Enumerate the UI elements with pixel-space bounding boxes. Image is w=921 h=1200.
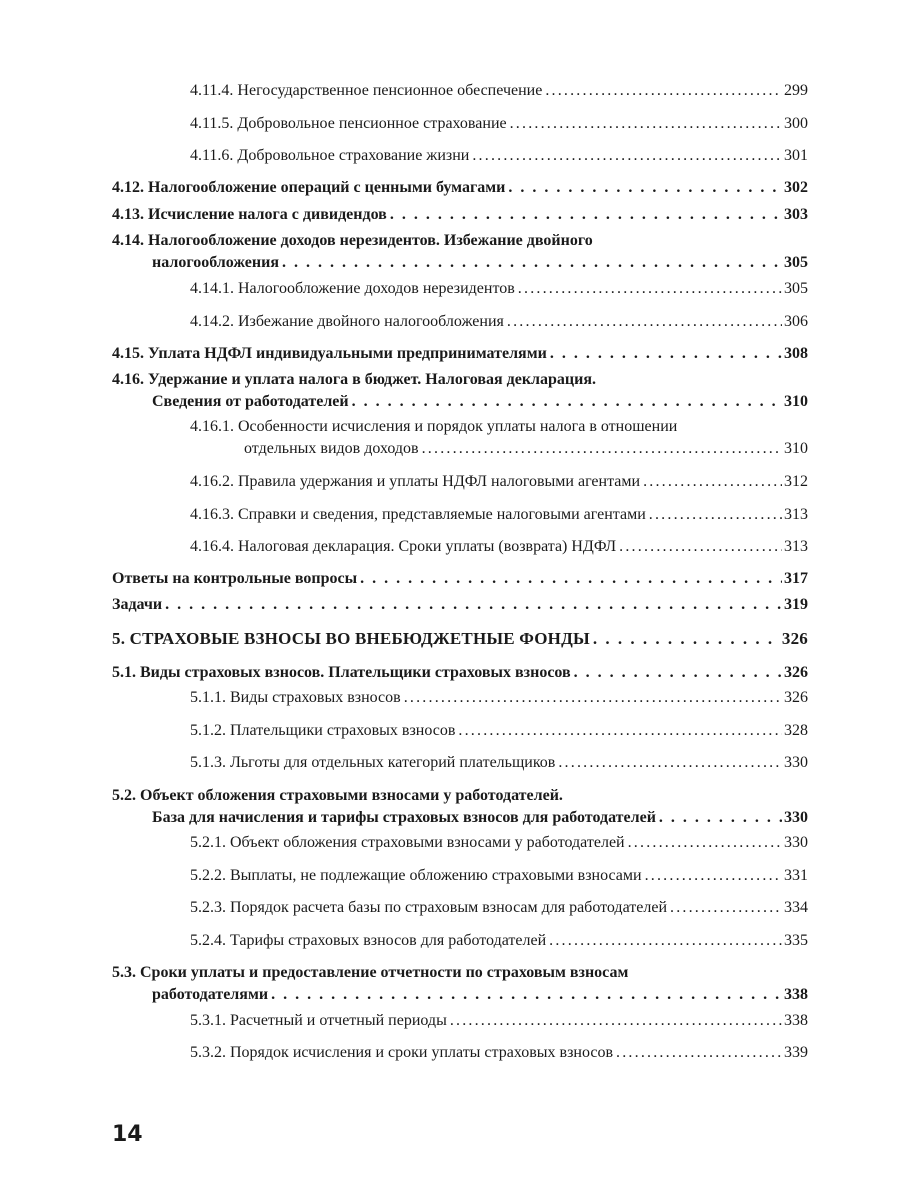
toc-entry bbox=[190, 930, 808, 952]
dot-leader bbox=[282, 252, 782, 274]
toc-entry bbox=[190, 865, 808, 887]
toc-entry bbox=[112, 785, 808, 829]
toc-page-number: 300 bbox=[784, 115, 808, 132]
toc-page-number: 326 bbox=[784, 689, 808, 706]
toc-entry bbox=[190, 504, 808, 526]
toc-page-number: 299 bbox=[784, 82, 808, 99]
toc-entry bbox=[190, 752, 808, 774]
toc-entry bbox=[112, 343, 808, 365]
dot-leader bbox=[670, 897, 782, 919]
toc-entry-title: 4.16.2. Правила удержания и уплаты НДФЛ налоговыми агентами bbox=[190, 473, 641, 490]
dot-leader bbox=[545, 80, 782, 102]
dot-leader bbox=[472, 145, 782, 167]
toc-entry bbox=[112, 204, 808, 226]
toc-entry-title: отдельных видов доходов bbox=[244, 440, 419, 457]
toc-page-number: 305 bbox=[784, 280, 808, 297]
toc-entry-title: 4.16.3. Справки и сведения, представляемые налоговыми агентами bbox=[190, 506, 646, 523]
toc-entry-title: 4.11.4. Негосударственное пенсионное обеспечение bbox=[190, 82, 543, 99]
toc-page-number: 338 bbox=[784, 986, 808, 1003]
dot-leader bbox=[518, 278, 782, 300]
page-number: 14 bbox=[112, 1122, 143, 1147]
toc-entry-title: Ответы на контрольные вопросы bbox=[112, 570, 358, 587]
toc-entry-title: налогообложения bbox=[152, 254, 279, 271]
toc-entry-title-line: 5.2. Объект обложения страховыми взносами у работодателей. bbox=[112, 787, 563, 804]
toc-entry bbox=[112, 230, 808, 274]
dot-leader bbox=[271, 984, 782, 1006]
dot-leader bbox=[616, 1042, 782, 1064]
toc-page-number: 317 bbox=[784, 570, 808, 587]
dot-leader bbox=[558, 752, 782, 774]
toc-entry-title: 4.16.4. Налоговая декларация. Сроки уплаты (возврата) НДФЛ bbox=[190, 538, 617, 555]
dot-leader bbox=[450, 1010, 782, 1032]
toc-entry-title: 5.3.1. Расчетный и отчетный периоды bbox=[190, 1012, 447, 1029]
toc-entry-title: 4.13. Исчисление налога с дивидендов bbox=[112, 206, 387, 223]
dot-leader bbox=[458, 720, 782, 742]
dot-leader bbox=[619, 536, 782, 558]
toc-page-number: 326 bbox=[784, 664, 808, 681]
dot-leader bbox=[404, 687, 782, 709]
dot-leader bbox=[643, 471, 782, 493]
toc-page-number: 302 bbox=[784, 179, 808, 196]
toc-page-number: 313 bbox=[784, 538, 808, 555]
toc-entry bbox=[112, 962, 808, 1006]
toc-entry-title: 4.14.2. Избежание двойного налогообложения bbox=[190, 313, 504, 330]
toc-entry-title: 4.14.1. Налогообложение доходов нерезидентов bbox=[190, 280, 515, 297]
dot-leader bbox=[593, 628, 780, 650]
toc-entry-title: работодателями bbox=[152, 986, 269, 1003]
toc-entry bbox=[190, 311, 808, 333]
toc-page-number: 310 bbox=[784, 440, 808, 457]
toc-entry bbox=[190, 416, 808, 460]
toc-entry-title: 4.12. Налогообложение операций с ценными бумагами bbox=[112, 179, 506, 196]
toc-page-number: 334 bbox=[784, 899, 808, 916]
toc-entry-title: 5.1.1. Виды страховых взносов bbox=[190, 689, 401, 706]
toc-entry-title: 5.1. Виды страховых взносов. Плательщики страховых взносов bbox=[112, 664, 571, 681]
toc-entry-title: 5.1.2. Плательщики страховых взносов bbox=[190, 722, 456, 739]
toc-entry bbox=[112, 568, 808, 590]
toc-page-number: 310 bbox=[784, 393, 808, 410]
toc-entry-title: 5.2.1. Объект обложения страховыми взносами у работодателей bbox=[190, 834, 625, 851]
toc-entry-title: 5. СТРАХОВЫЕ ВЗНОСЫ ВО ВНЕБЮДЖЕТНЫЕ ФОНДЫ bbox=[112, 629, 590, 648]
toc-page-number: 330 bbox=[784, 834, 808, 851]
dot-leader bbox=[507, 311, 782, 333]
dot-leader bbox=[645, 865, 782, 887]
toc-page-number: 330 bbox=[784, 754, 808, 771]
toc-entry-title: База для начисления и тарифы страховых взносов для работодателей bbox=[152, 809, 656, 826]
toc-entry bbox=[112, 594, 808, 616]
toc-entry bbox=[190, 113, 808, 135]
toc-entry bbox=[190, 687, 808, 709]
toc-entry-title: 5.1.3. Льготы для отдельных категорий плательщиков bbox=[190, 754, 556, 771]
toc-entry bbox=[112, 177, 808, 199]
toc-entry bbox=[190, 1042, 808, 1064]
dot-leader bbox=[422, 438, 782, 460]
toc-page-number: 306 bbox=[784, 313, 808, 330]
toc-page-number: 339 bbox=[784, 1044, 808, 1061]
toc-entry-title: 4.15. Уплата НДФЛ индивидуальными предпринимателями bbox=[112, 345, 547, 362]
toc-entry-title-line: 5.3. Сроки уплаты и предоставление отчетности по страховым взносам bbox=[112, 964, 629, 981]
dot-leader bbox=[165, 594, 782, 616]
toc-entry-title: 5.3.2. Порядок исчисления и сроки уплаты страховых взносов bbox=[190, 1044, 614, 1061]
toc-entry-title-line: 4.16. Удержание и уплата налога в бюджет. Налоговая декларация. bbox=[112, 371, 596, 388]
toc-page-number: 303 bbox=[784, 206, 808, 223]
toc-page-number: 326 bbox=[781, 629, 808, 648]
toc-entry bbox=[190, 278, 808, 300]
toc-entry bbox=[190, 80, 808, 102]
toc-page-number: 338 bbox=[784, 1012, 808, 1029]
toc-entry bbox=[112, 662, 808, 684]
toc-entry-title: 5.2.2. Выплаты, не подлежащие обложению страховыми взносами bbox=[190, 867, 642, 884]
dot-leader bbox=[352, 391, 782, 413]
dot-leader bbox=[649, 504, 782, 526]
toc-page-number: 301 bbox=[784, 147, 808, 164]
dot-leader bbox=[550, 343, 782, 365]
dot-leader bbox=[508, 177, 782, 199]
toc-page-number: 335 bbox=[784, 932, 808, 949]
toc-entry-title: 4.11.5. Добровольное пенсионное страхование bbox=[190, 115, 507, 132]
dot-leader bbox=[659, 807, 782, 829]
toc-page-number: 308 bbox=[784, 345, 808, 362]
toc-entry bbox=[190, 145, 808, 167]
dot-leader bbox=[360, 568, 782, 590]
dot-leader bbox=[574, 662, 782, 684]
toc-page-number: 319 bbox=[784, 596, 808, 613]
toc-entry bbox=[190, 471, 808, 493]
dot-leader bbox=[510, 113, 782, 135]
toc-entry bbox=[190, 720, 808, 742]
toc-entry bbox=[190, 897, 808, 919]
toc-entry bbox=[190, 1010, 808, 1032]
dot-leader bbox=[628, 832, 782, 854]
toc-entry-title-line: 4.14. Налогообложение доходов нерезидентов. Избежание двойного bbox=[112, 232, 593, 249]
toc-page-number: 331 bbox=[784, 867, 808, 884]
toc-entry-title: 5.2.3. Порядок расчета базы по страховым взносам для работодателей bbox=[190, 899, 667, 916]
toc-entry-title: 5.2.4. Тарифы страховых взносов для работодателей bbox=[190, 932, 547, 949]
dot-leader bbox=[549, 930, 782, 952]
toc-page-number: 312 bbox=[784, 473, 808, 490]
toc-chapter-entry bbox=[112, 628, 808, 650]
toc-page-number: 305 bbox=[784, 254, 808, 271]
toc-entry-title: Задачи bbox=[112, 596, 163, 613]
toc-page-number: 328 bbox=[784, 722, 808, 739]
toc-entry-title: Сведения от работодателей bbox=[152, 393, 349, 410]
toc-page-number: 330 bbox=[784, 809, 808, 826]
toc-entry bbox=[112, 369, 808, 413]
toc-page-number: 313 bbox=[784, 506, 808, 523]
toc-entry-title: 4.11.6. Добровольное страхование жизни bbox=[190, 147, 470, 164]
dot-leader bbox=[390, 204, 782, 226]
toc-entry-title-line: 4.16.1. Особенности исчисления и порядок уплаты налога в отношении bbox=[190, 418, 678, 435]
toc-entry bbox=[190, 832, 808, 854]
toc-entry bbox=[190, 536, 808, 558]
